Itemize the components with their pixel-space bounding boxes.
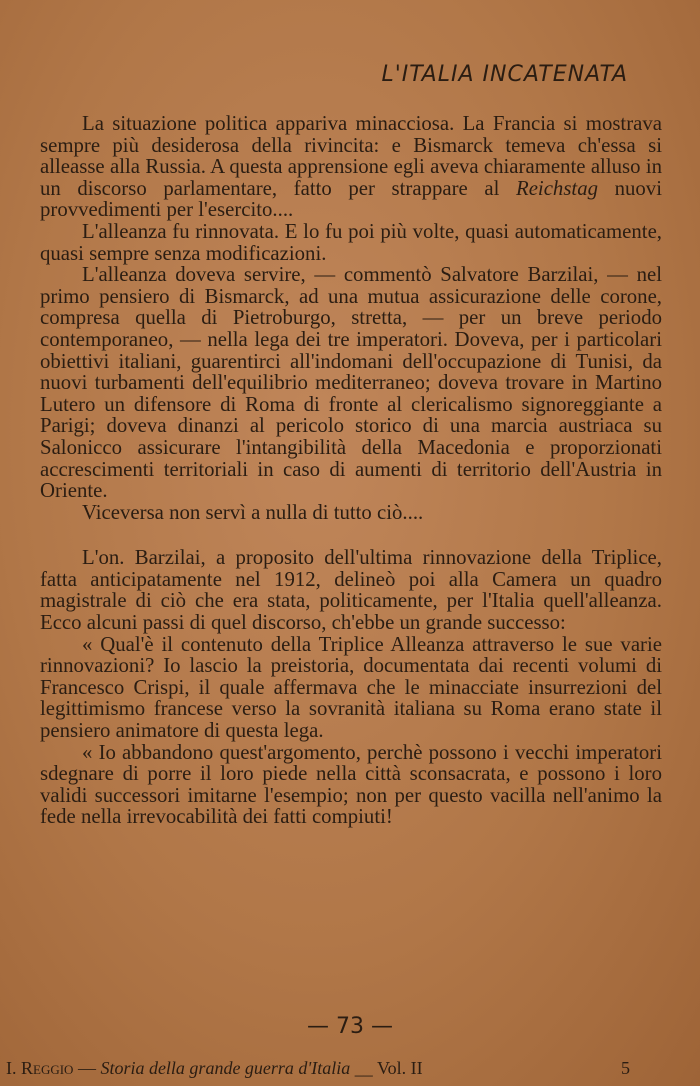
footer-separator: __ [350,1058,377,1078]
paragraph: L'alleanza doveva servire, — commentò Salvatore Barzilai, — nel primo pensiero di Bismarck, ad una mutua assicurazione delle corone, compresa quella di Pietroburgo, stretta, — per un breve periodo contemporaneo, — nella lega dei tre imperatori. Doveva, per i particolari obiettivi italiani, guarentirci all'indomani dell'occupazione di Tunisi, da nuovi turbamenti dell'equilibrio mediterraneo; doveva trovare in Martino Lutero un difensore di Roma di fronte al clericalismo signoreggiante a Parigi; doveva dinanzi al pericolo storico di una marcia austriaca su Salonicco assicurare l'intangibilità della Macedonia e proporzionati accrescimenti territoriali in caso di aumenti di territorio dell'Austria in Oriente. [40,263,662,503]
paragraph-text: nuovi provvedimenti per l'esercito.... [40,176,662,222]
paragraph: « Qual'è il contenuto della Triplice Alleanza attraverso le sue varie rinnovazioni? Io lascio la preistoria, documentata dai recenti volumi di Francesco Crispi, il quale affermava che le minacciate insurrezioni del legittimismo francese verso la sovranità italiana su Roma erano state il pensiero animatore di questa lega. [40,632,662,743]
paragraph: « Io abbandono quest'argomento, perchè possono i vecchi imperatori sdegnare di porre il loro piede nella città sconsacrata, e possono i loro validi successori imitarne l'esempio; non per questo vacilla nell'animo la fede nella irrevocabilità dei fatti compiuti! [40,740,662,829]
footer-author: I. Reggio [6,1058,74,1078]
italic-term: Reichstag [515,176,598,200]
running-header: L'ITALIA INCATENATA [381,62,628,87]
paragraph-text: La situazione politica appariva minacciosa. La Francia si mostrava sempre più desiderosa della rivincita: e Bismarck temeva ch'essa si alleasse alla Russia. A questa apprensione egli aveva chiaramente alluso in un discorso parlamentare, fatto per strappare al [40,112,662,200]
page-number: — 73 — [307,1014,393,1039]
footer-signature-line [6,1058,630,1079]
footer-book-title: Storia della grande guerra d'Italia [100,1058,351,1078]
paragraph: Viceversa non servì a nulla di tutto ciò.... [82,500,424,524]
footer-volume: Vol. II [376,1058,423,1078]
paragraph [40,113,662,221]
paragraph: L'alleanza fu rinnovata. E lo fu poi più volte, quasi automaticamente, quasi sempre senza modificazioni. [40,219,662,265]
body-text [40,113,662,828]
footer-dash: — [73,1058,101,1078]
paragraph: L'on. Barzilai, a proposito dell'ultima rinnovazione della Triplice, fatta anticipatamente nel 1912, delineò poi alla Camera un quadro magistrale di ciò che era stata, politicamente, per l'Italia quell'alleanza. Ecco alcuni passi di quel discorso, ch'ebbe un grande successo: [40,546,662,635]
footer-signature-mark: 5 [621,1058,630,1078]
footer-left [6,1058,423,1079]
